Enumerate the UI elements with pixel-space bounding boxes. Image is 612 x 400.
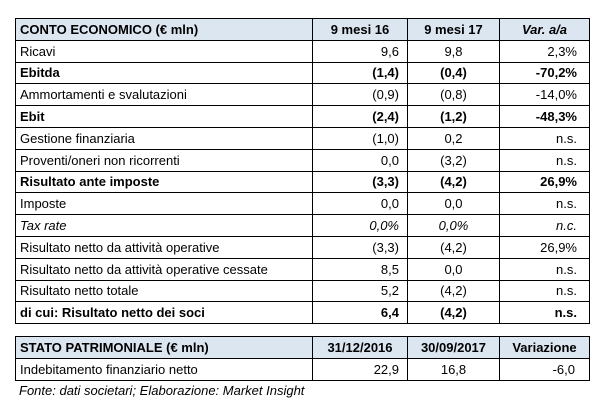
value-variation: n.s. (500, 127, 590, 149)
income-statement-table (15, 18, 590, 324)
row-label: Indebitamento finanziario netto (16, 358, 313, 380)
row-label: Ricavi (16, 40, 313, 62)
value-variation: n.s. (500, 149, 590, 171)
row-label: Ammortamenti e svalutazioni (16, 84, 313, 106)
row-label: Imposte (16, 193, 313, 215)
table-row (16, 302, 590, 324)
row-label: Risultato netto da attività operative (16, 236, 313, 258)
value-9m17: (4,2) (408, 280, 500, 302)
row-label: Gestione finanziaria (16, 127, 313, 149)
value-9m17: (0,4) (408, 62, 500, 84)
row-label: Ebit (16, 106, 313, 128)
value-9m16: (0,9) (313, 84, 408, 106)
value-9m16: 9,6 (313, 40, 408, 62)
value-variation: -70,2% (500, 62, 590, 84)
value-variation: n.s. (500, 193, 590, 215)
value-variation: n.c. (500, 215, 590, 237)
income-statement-title: CONTO ECONOMICO (€ mln) (16, 19, 313, 41)
column-header-9m16: 9 mesi 16 (313, 19, 408, 41)
row-label: Tax rate (16, 215, 313, 237)
value-variation: n.s. (500, 302, 590, 324)
value-2016: 22,9 (313, 358, 408, 380)
column-header-date-2017: 30/09/2017 (408, 337, 500, 359)
column-header-change: Variazione (500, 337, 590, 359)
value-variation: 2,3% (500, 40, 590, 62)
value-9m16: (3,3) (313, 171, 408, 193)
source-note: Fonte: dati societari; Elaborazione: Market Insight (19, 382, 305, 398)
table-row (16, 280, 590, 302)
value-9m16: (1,0) (313, 127, 408, 149)
value-9m17: 0,0 (408, 193, 500, 215)
value-9m17: 0,2 (408, 127, 500, 149)
value-9m16: 0,0 (313, 193, 408, 215)
table-row (16, 127, 590, 149)
row-label: Proventi/oneri non ricorrenti (16, 149, 313, 171)
value-9m17: (4,2) (408, 302, 500, 324)
table-row (16, 171, 590, 193)
value-variation: 26,9% (500, 236, 590, 258)
table-row (16, 84, 590, 106)
tables-container (15, 18, 590, 398)
table-spacer (15, 324, 590, 336)
table-row (16, 258, 590, 280)
table-row (16, 40, 590, 62)
value-variation: n.s. (500, 258, 590, 280)
table-row (16, 193, 590, 215)
value-variation: 26,9% (500, 171, 590, 193)
value-9m16: (3,3) (313, 236, 408, 258)
value-9m17: 0,0% (408, 215, 500, 237)
value-9m16: 5,2 (313, 280, 408, 302)
row-label: Risultato ante imposte (16, 171, 313, 193)
value-9m17: 9,8 (408, 40, 500, 62)
column-header-9m17: 9 mesi 17 (408, 19, 500, 41)
value-9m16: 8,5 (313, 258, 408, 280)
balance-sheet-table (15, 336, 590, 381)
value-9m17: (4,2) (408, 236, 500, 258)
value-9m17: (0,8) (408, 84, 500, 106)
table-row (16, 62, 590, 84)
value-2017: 16,8 (408, 358, 500, 380)
row-label: di cui: Risultato netto dei soci (16, 302, 313, 324)
value-9m16: 0,0% (313, 215, 408, 237)
table-row (16, 106, 590, 128)
value-variation: n.s. (500, 280, 590, 302)
row-label: Risultato netto da attività operative cessate (16, 258, 313, 280)
row-label: Risultato netto totale (16, 280, 313, 302)
value-9m16: 0,0 (313, 149, 408, 171)
table-row (16, 149, 590, 171)
value-variation: -14,0% (500, 84, 590, 106)
table-row (16, 236, 590, 258)
value-9m17: (4,2) (408, 171, 500, 193)
row-label: Ebitda (16, 62, 313, 84)
value-9m17: 0,0 (408, 258, 500, 280)
value-variation: -48,3% (500, 106, 590, 128)
value-9m17: (1,2) (408, 106, 500, 128)
column-header-date-2016: 31/12/2016 (313, 337, 408, 359)
income-statement-header (16, 19, 590, 41)
balance-sheet-title: STATO PATRIMONIALE (€ mln) (16, 337, 313, 359)
balance-sheet-header (16, 337, 590, 359)
value-change: -6,0 (500, 358, 590, 380)
value-9m16: (1,4) (313, 62, 408, 84)
value-9m16: 6,4 (313, 302, 408, 324)
table-row (16, 215, 590, 237)
value-9m17: (3,2) (408, 149, 500, 171)
table-row (16, 358, 590, 380)
value-9m16: (2,4) (313, 106, 408, 128)
column-header-variation: Var. a/a (500, 19, 590, 41)
